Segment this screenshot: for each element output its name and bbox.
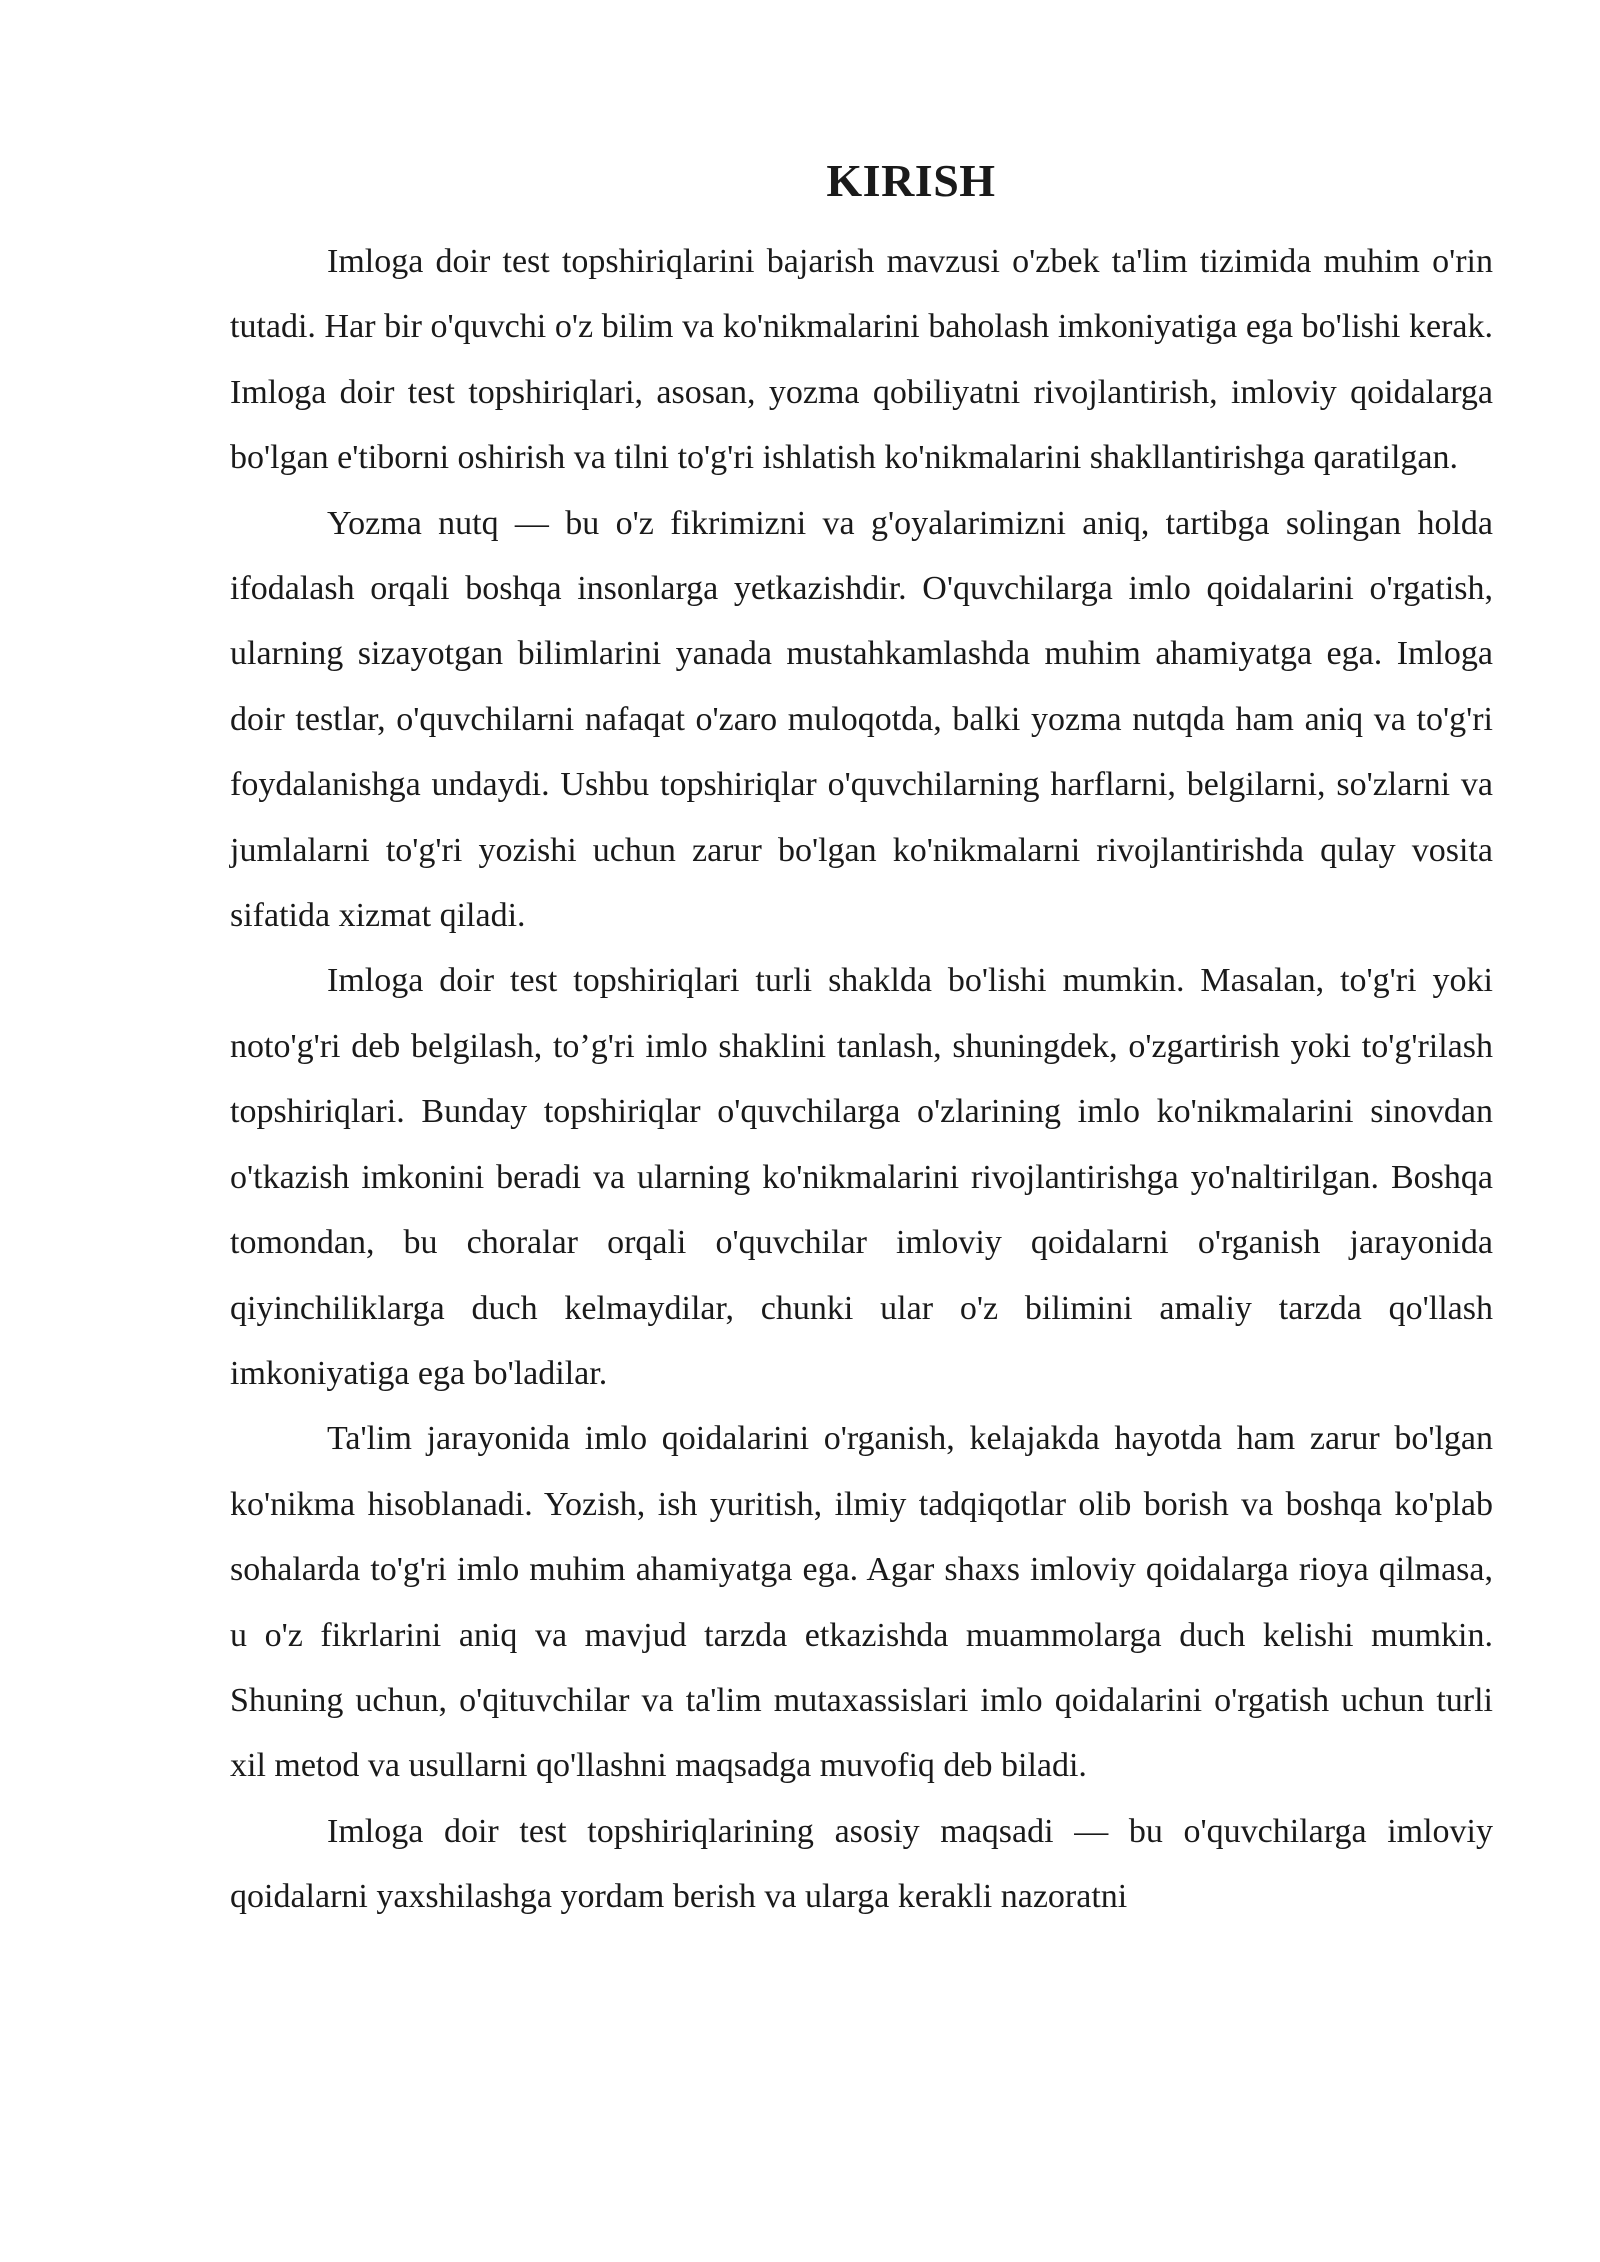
paragraph-4: Ta'lim jarayonida imlo qoidalarini o'rganish, kelajakda hayotda ham zarur bo'lgan ko'nikma hisoblanadi. Yozish, ish yuritish, ilmiy tadqiqotlar olib borish va boshqa ko'plab sohalarda to'g'ri imlo muhim ahamiyatga ega. Agar shaxs imloviy qoidalarga rioya qilmasa, u o'z fikrlarini aniq va mavjud tarzda etkazishda muammolarga duch kelishi mumkin. Shuning uchun, o'qituvchilar va ta'lim mutaxassislari imlo qoidalarini o'rgatish uchun turli xil metod va usullarni qo'llashni maqsadga muvofiq deb biladi. — [230, 1420, 1493, 1785]
paragraph-5: Imloga doir test topshiriqlarining asosiy maqsadi — bu o'quvchilarga imloviy qoidalarni yaxshilashga yordam berish va ularga kerakli nazoratni — [230, 1812, 1493, 1916]
paragraph-1: Imloga doir test topshiriqlarini bajarish mavzusi o'zbek ta'lim tizimida muhim o'rin tutadi. Har bir o'quvchi o'z bilim va ko'nikmalarini baholash imkoniyatiga ega bo'lishi kerak. Imloga doir test topshiriqlari, asosan, yozma qobiliyatni rivojlantirish, imloviy qoidalarga bo'lgan e'tiborni oshirish va tilni to'g'ri ishlatish ko'nikmalarini shakllantirishga qaratilgan. — [230, 243, 1493, 477]
paragraph-2: Yozma nutq — bu o'z fikrimizni va g'oyalarimizni aniq, tartibga solingan holda ifodalash orqali boshqa insonlarga yetkazishdir. O'quvchilarga imlo qoidalarini o'rgatish, ularning sizayotgan bilimlarini yanada mustahkamlashda muhim ahamiyatga ega. Imloga doir testlar, o'quvchilarni nafaqat o'zaro muloqotda, balki yozma nutqda ham aniq va to'g'ri foydalanishga undaydi. Ushbu topshiriqlar o'quvchilarning harflarni, belgilarni, so'zlarni va jumlalarni to'g'ri yozishi uchun zarur bo'lgan ko'nikmalarni rivojlantirishda qulay vosita sifatida xizmat qiladi. — [230, 504, 1493, 935]
paragraph-3: Imloga doir test topshiriqlari turli shaklda bo'lishi mumkin. Masalan, to'g'ri yoki noto'g'ri deb belgilash, to’g'ri imlo shaklini tanlash, shuningdek, o'zgartirish yoki to'g'rilash topshiriqlari. Bunday topshiriqlar o'quvchilarga o'zlarining imlo ko'nikmalarini sinovdan o'tkazish imkonini beradi va ularning ko'nikmalarini rivojlantirishga yo'naltirilgan. Boshqa tomondan, bu choralar orqali o'quvchilar imloviy qoidalarni o'rganish jarayonida qiyinchiliklarga duch kelmaydilar, chunki ular o'z bilimini amaliy tarzda qo'llash imkoniyatiga ega bo'ladilar. — [230, 962, 1493, 1392]
body-text — [230, 229, 1493, 1930]
page-title: KIRISH — [826, 155, 996, 206]
